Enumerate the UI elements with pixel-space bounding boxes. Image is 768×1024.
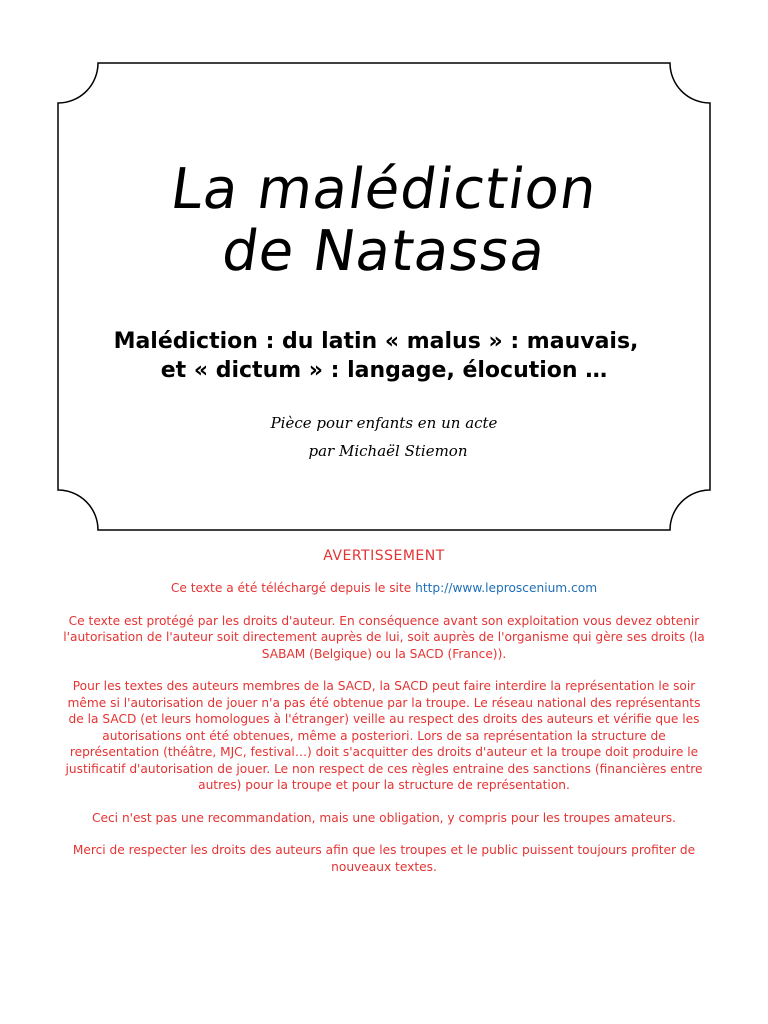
download-notice-text: Ce texte a été téléchargé depuis le site bbox=[170, 581, 416, 595]
warning-heading: AVERTISSEMENT bbox=[323, 548, 445, 564]
subtitle: Pièce pour enfants en un acte bbox=[270, 414, 498, 432]
copyright-notice: Ce texte est protégé par les droits d'auteur. En conséquence avant son exploitation vous devez obtenir l'autorisation de l'auteur soit directement auprès de lui, soit auprès de l'organisme qui gère ses droits (la SABAM (Belgique) ou la SACD (France)). bbox=[63, 613, 705, 661]
definition-line-2: et « dictum » : langage, élocution … bbox=[160, 358, 608, 383]
thanks-notice: Merci de respecter les droits des auteurs afin que les troupes et le public puissent toujours profiter de nouveaux textes. bbox=[72, 843, 696, 874]
obligation-notice: Ceci n'est pas une recommandation, mais une obligation, y compris pour les troupes amateurs. bbox=[91, 810, 677, 825]
page-title-line-2: de Natassa bbox=[218, 219, 551, 284]
page-title-line-1: La malédiction bbox=[166, 157, 602, 222]
warning-block bbox=[60, 546, 708, 891]
author-line: par Michaël Stiemon bbox=[308, 442, 468, 460]
definition-line-1: Malédiction : du latin « malus » : mauvais, bbox=[113, 329, 639, 354]
download-notice bbox=[60, 580, 708, 597]
site-link[interactable]: http://www.leproscenium.com bbox=[415, 581, 598, 595]
sacd-notice: Pour les textes des auteurs membres de la SACD, la SACD peut faire interdire la représentation le soir même si l'autorisation de jouer n'a pas été obtenue par la troupe. Le réseau national des représentants de la SACD (et leurs homologues à l'étranger) veille au respect des droits des auteurs et vérifie que les autorisations ont été obtenues, même a posteriori. Lors de sa représentation la structure de représentation (théâtre, MJC, festival…) doit s'acquitter des droits d'auteur et la troupe doit produire le justificatif d'autorisation de jouer. Le non respect de ces règles entraine des sanctions (financières entre autres) pour la troupe et pour la structure de représentation. bbox=[65, 679, 703, 792]
